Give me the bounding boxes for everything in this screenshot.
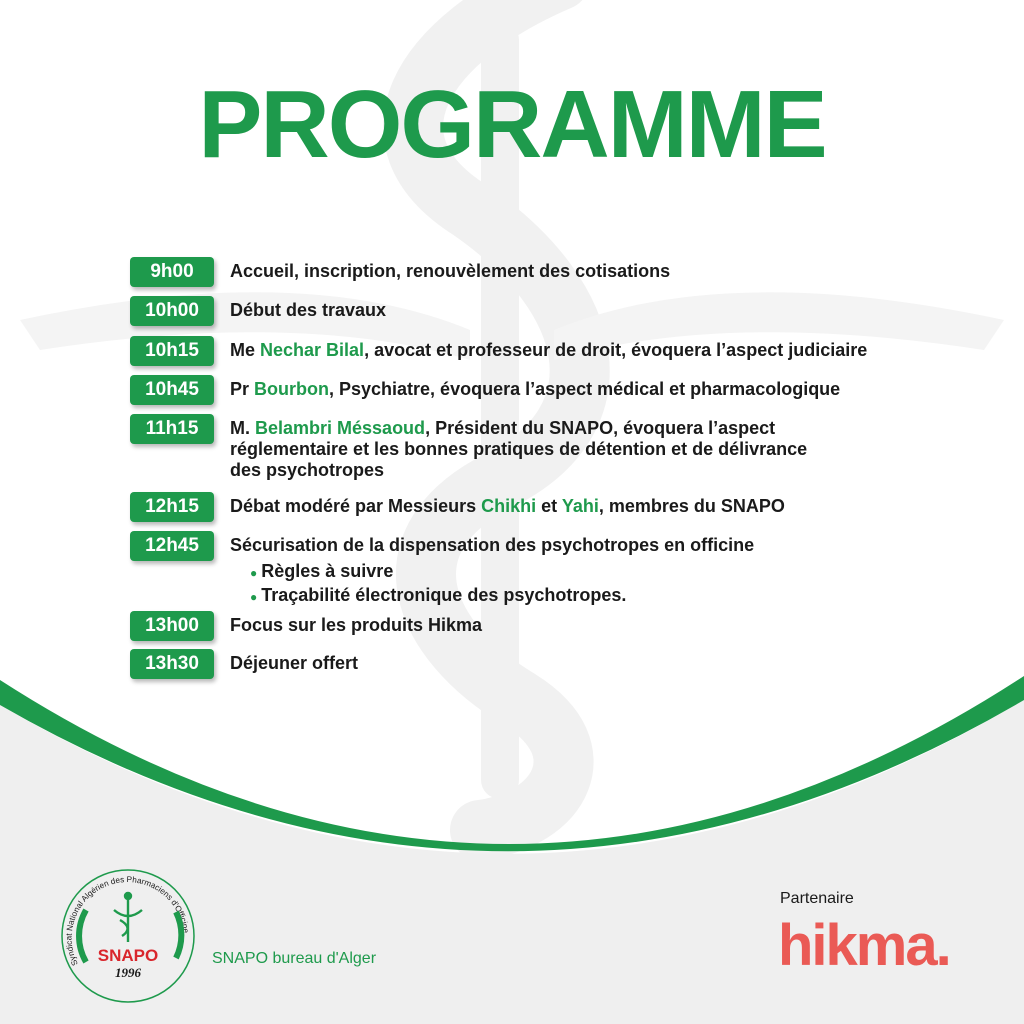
list-item: ● Traçabilité électronique des psychotropes. xyxy=(250,585,627,605)
schedule-row xyxy=(130,296,386,326)
logo-arc-text: Syndicat National Algérien des Pharmaciens d'Officine xyxy=(64,875,191,968)
schedule-text: Sécurisation de la dispensation des psychotropes en officine ● Règles à suivre ● Traçabilité électronique des psychotropes. xyxy=(230,531,754,608)
speaker-name: Yahi xyxy=(561,496,599,516)
time-badge: 12h15 xyxy=(130,492,214,522)
schedule-row xyxy=(130,492,785,522)
schedule-text: M. Belambri Méssaoud, Président du SNAPO, évoquera l’aspect réglementaire et les bonnes pratiques de détention et de délivrance des psychotropes xyxy=(230,418,808,480)
bullet-icon: ● xyxy=(250,590,258,604)
speaker-name: Nechar Bilal xyxy=(260,340,365,360)
schedule-text: Me Nechar Bilal, avocat et professeur de droit, évoquera l’aspect judiciaire xyxy=(230,340,868,360)
speaker-name: Belambri Méssaoud xyxy=(255,418,426,438)
schedule-row xyxy=(130,414,807,481)
bullet-icon: ● xyxy=(250,566,258,580)
time-badge: 13h30 xyxy=(130,649,214,679)
time-badge: 13h00 xyxy=(130,611,214,641)
schedule-row xyxy=(130,611,482,641)
speaker-name: Bourbon xyxy=(254,379,329,399)
logo-name: SNAPO xyxy=(97,946,159,965)
schedule-text: Pr Bourbon, Psychiatre, évoquera l’aspect médical et pharmacologique xyxy=(230,379,841,399)
partner-label: Partenaire xyxy=(780,890,854,907)
schedule-text: Début des travaux xyxy=(230,300,387,320)
bullet-list xyxy=(250,560,754,608)
schedule-row xyxy=(130,649,358,679)
organizer-label: SNAPO bureau d'Alger xyxy=(212,950,377,967)
hikma-logo: hikma. xyxy=(778,913,950,978)
time-badge: 12h45 xyxy=(130,531,214,561)
schedule-text: Déjeuner offert xyxy=(230,653,359,673)
speaker-name: Chikhi xyxy=(481,496,537,516)
snapo-logo xyxy=(58,866,198,1006)
schedule-row xyxy=(130,336,867,366)
page-title: PROGRAMME xyxy=(198,71,826,178)
time-badge: 10h45 xyxy=(130,375,214,405)
time-badge: 9h00 xyxy=(130,257,214,287)
logo-year: 1996 xyxy=(115,965,141,980)
time-badge: 10h15 xyxy=(130,336,214,366)
schedule-text: Accueil, inscription, renouvèlement des cotisations xyxy=(230,261,671,281)
schedule-row xyxy=(130,257,670,287)
time-badge: 11h15 xyxy=(130,414,214,444)
list-item: ● Règles à suivre xyxy=(250,561,394,581)
schedule-row xyxy=(130,375,840,405)
time-badge: 10h00 xyxy=(130,296,214,326)
schedule-row xyxy=(130,531,754,608)
schedule-text: Débat modéré par Messieurs Chikhi et Yahi, membres du SNAPO xyxy=(230,496,785,516)
schedule-text: Focus sur les produits Hikma xyxy=(230,615,483,635)
caduceus-icon xyxy=(114,893,142,942)
